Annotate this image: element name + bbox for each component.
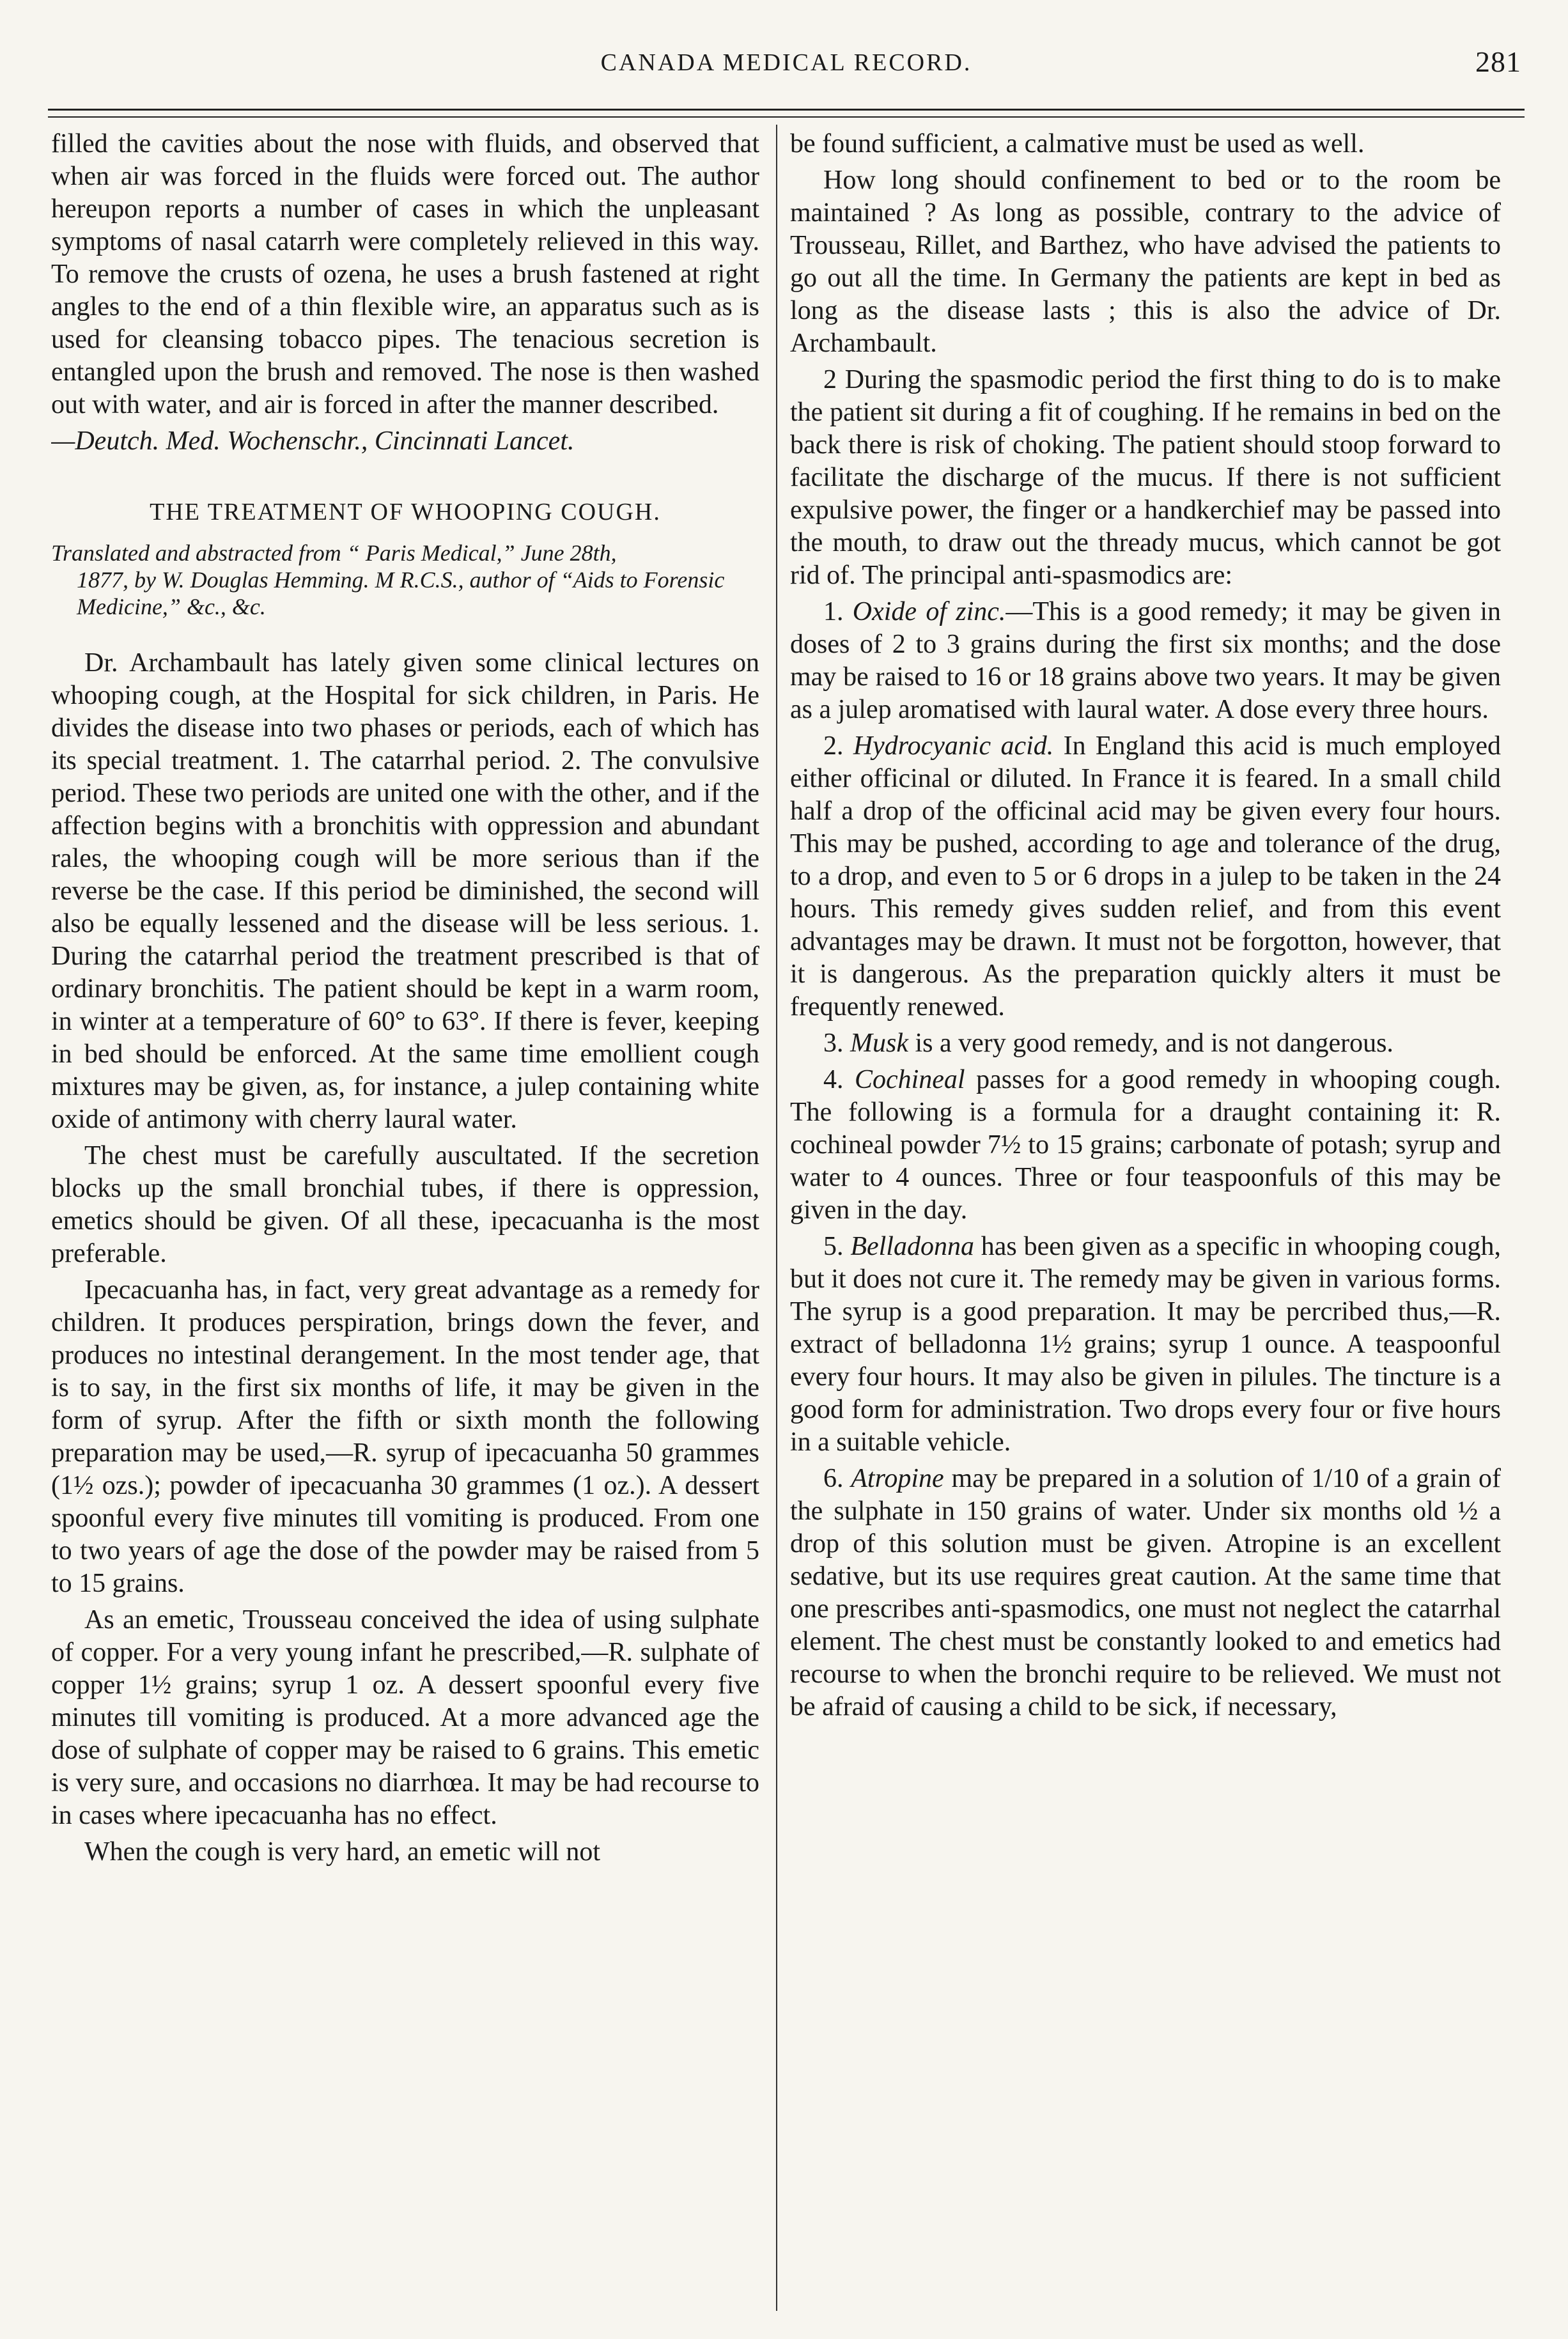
remedy-number: 5. xyxy=(823,1232,851,1261)
article-title: THE TREATMENT OF WHOOPING COUGH. xyxy=(150,499,661,525)
body-paragraph: How long should confinement to bed or to the room be maintained ? As long as possible, contrary to the advice of Trousseau, Rillet, and Barthez, who have advised the patients to go out all the time. In Germany the patients are kept in bed as long as the disease lasts ; this is also the advice of Dr. Archambault. xyxy=(790,166,1501,358)
body-paragraph: Ipecacuanha has, in fact, very great advantage as a remedy for children. It produces perspiration, brings down the fever, and produces no intestinal derangement. In the most tender age, that is to say, in the first six months of life, it may be given in the form of syrup. After the fifth or sixth month the following preparation may be used,—R. syrup of ipecacuanha 50 grammes (1½ ozs.); powder of ipecacuanha 30 grammes (1 oz.). A dessert spoonful every five minutes till vomiting is produced. From one to two years of age the dose of the powder may be raised from 5 to 15 grains. xyxy=(51,1275,759,1598)
remedy-text: is a very good remedy, and is not dangerous. xyxy=(908,1029,1393,1058)
remedy-number: 1. xyxy=(823,597,853,626)
remedy-paragraph xyxy=(790,596,1501,726)
header-rule-thick xyxy=(48,109,1525,111)
body-paragraph: 2 During the spasmodic period the first thing to do is to make the patient sit during a fit of coughing. If he remains in bed on the back there is risk of choking. The patient should stoop forward to facilitate the discharge of the mucus. If there is not sufficient expulsive power, the finger or a handkerchief may be passed into the mouth, to draw out the thready mucus, which cannot be got rid of. The principal anti-spasmodics are: xyxy=(790,365,1501,590)
body-paragraph: The chest must be carefully auscultated. If the secretion blocks up the small bronchial tubes, if there is oppression, emetics should be given. Of all these, ipecacuanha is the most preferable. xyxy=(51,1141,759,1268)
remedy-text: has been given as a specific in whooping cough, but it does not cure it. The remedy may be given in various forms. The syrup is a good preparation. It may be percribed thus,—R. extract of belladonna 1½ grains; syrup 1 ounce. A teaspoonful every four hours. It may also be given in pilules. The tincture is a good form for administration. Two drops every four or five hours in a suitable vehicle. xyxy=(790,1232,1501,1457)
remedy-number: 3. xyxy=(823,1029,850,1058)
journal-title: CANADA MEDICAL RECORD. xyxy=(600,49,972,76)
remedy-number: 4. xyxy=(823,1065,855,1094)
remedy-name: Musk xyxy=(850,1029,908,1058)
remedy-text: passes for a good remedy in whooping cough. The following is a formula for a draught containing it: R. cochineal powder 7½ to 15 grains; carbonate of potash; syrup and water to 4 ounces. Three or four teaspoonfuls of this may be given in the day. xyxy=(790,1065,1501,1225)
right-column xyxy=(790,128,1501,2314)
remedy-name: Cochineal xyxy=(854,1065,965,1094)
remedy-paragraph xyxy=(790,1027,1501,1060)
remedy-paragraph xyxy=(790,1463,1501,1723)
article-byline xyxy=(51,540,759,620)
remedy-name: Oxide of zinc. xyxy=(852,597,1006,626)
remedy-number: 2. xyxy=(823,731,853,761)
body-paragraph: As an emetic, Trousseau conceived the idea of using sulphate of copper. For a very young infant he prescribed,—R. sulphate of copper 1½ grains; syrup 1 oz. A dessert spoonful every five minutes till vomiting is produced. At a more advanced age the dose of sulphate of copper may be raised to 6 grains. This emetic is very sure, and occasions no diarrhœa. It may be had recourse to in cases where ipecacuanha has no effect. xyxy=(51,1605,759,1830)
remedy-paragraph xyxy=(790,1231,1501,1459)
remedy-text: In England this acid is much employed either officinal or diluted. In France it is feared. In a small child half a drop of the officinal acid may be given every four hours. This may be pushed, according to age and tolerance of the drug, to a drop, and even to 5 or 6 drops in a julep to be taken in the 24 hours. This remedy gives sudden relief, and from this event advantages may be drawn. It must not be forgotton, however, that it is dangerous. As the preparation quickly alters it must be frequently renewed. xyxy=(790,731,1501,1022)
intro-paragraph: filled the cavities about the nose with fluids, and observed that when air was forced in the fluids were forced out. The author hereupon reports a number of cases in which the unpleasant symptoms of nasal catarrh were completely relieved in this way. To remove the crusts of ozena, he uses a brush fastened at right angles to the end of a thin flexible wire, an apparatus such as is used for cleansing tobacco pipes. The tenacious secretion is entangled upon the brush and removed. The nose is then washed out with water, and air is forced in after the manner described. xyxy=(51,129,759,419)
remedy-text: —This is a good remedy; it may be given in doses of 2 to 3 grains during the first six months; and the dose may be raised to 16 or 18 grains above two years. It may be given as a julep aromatised with laural water. A dose every three hours. xyxy=(790,597,1501,724)
remedy-text: may be prepared in a solution of 1/10 of a grain of the sulphate in 150 grains of water. Under six months old ½ a drop of this solution must be given. Atropine is an excellent sedative, but its use requires great caution. At the same time that one prescribes anti-spasmodics, one must not neglect the catarrhal element. The chest must be constantly looked to and emetics had recourse to when the bronchi require to be relieved. We must not be afraid of causing a child to be sick, if necessary, xyxy=(790,1464,1501,1721)
remedy-paragraph xyxy=(790,730,1501,1023)
byline-line-1: Translated and abstracted from “ Paris Medical,” June 28th, xyxy=(51,540,617,566)
body-paragraph: Dr. Archambault has lately given some clinical lectures on whooping cough, at the Hospital for sick children, in Paris. He divides the disease into two phases or periods, each of which has its special treatment. 1. The catarrhal period. 2. The convulsive period. These two periods are united one with the other, and if the affection begins with a bronchitis with oppression and abundant rales, the whooping cough will be more serious than if the reverse be the case. If this period be diminished, the second will also be equally lessened and the disease will be less serious. 1. During the catarrhal period the treatment prescribed is that of ordinary bronchitis. The patient should be kept in a warm room, in winter at a temperature of 60° to 63°. If there is fever, keeping in bed should be enforced. At the same time emollient cough mixtures may be given, as, for instance, a julep containing white oxide of antimony with cherry laural water. xyxy=(51,648,759,1134)
header-rule-thin xyxy=(48,116,1525,118)
remedy-number: 6. xyxy=(823,1464,851,1493)
body-paragraph: be found sufficient, a calmative must be used as well. xyxy=(790,129,1365,159)
byline-line-2: 1877, by W. Douglas Hemming. M R.C.S., author of “Aids to Forensic Medicine,” &c., &c. xyxy=(77,567,725,619)
remedy-name: Belladonna xyxy=(850,1232,974,1261)
remedy-name: Atropine xyxy=(851,1464,944,1493)
intro-source-citation: —Deutch. Med. Wochenschr., Cincinnati Lancet. xyxy=(51,426,575,456)
page-number: 281 xyxy=(1475,45,1521,78)
remedy-name: Hydrocyanic acid. xyxy=(853,731,1054,761)
running-header xyxy=(51,45,1521,83)
left-column xyxy=(51,128,759,2314)
body-paragraph: When the cough is very hard, an emetic will not xyxy=(84,1837,601,1867)
column-separator xyxy=(776,125,777,2311)
remedy-paragraph xyxy=(790,1064,1501,1227)
